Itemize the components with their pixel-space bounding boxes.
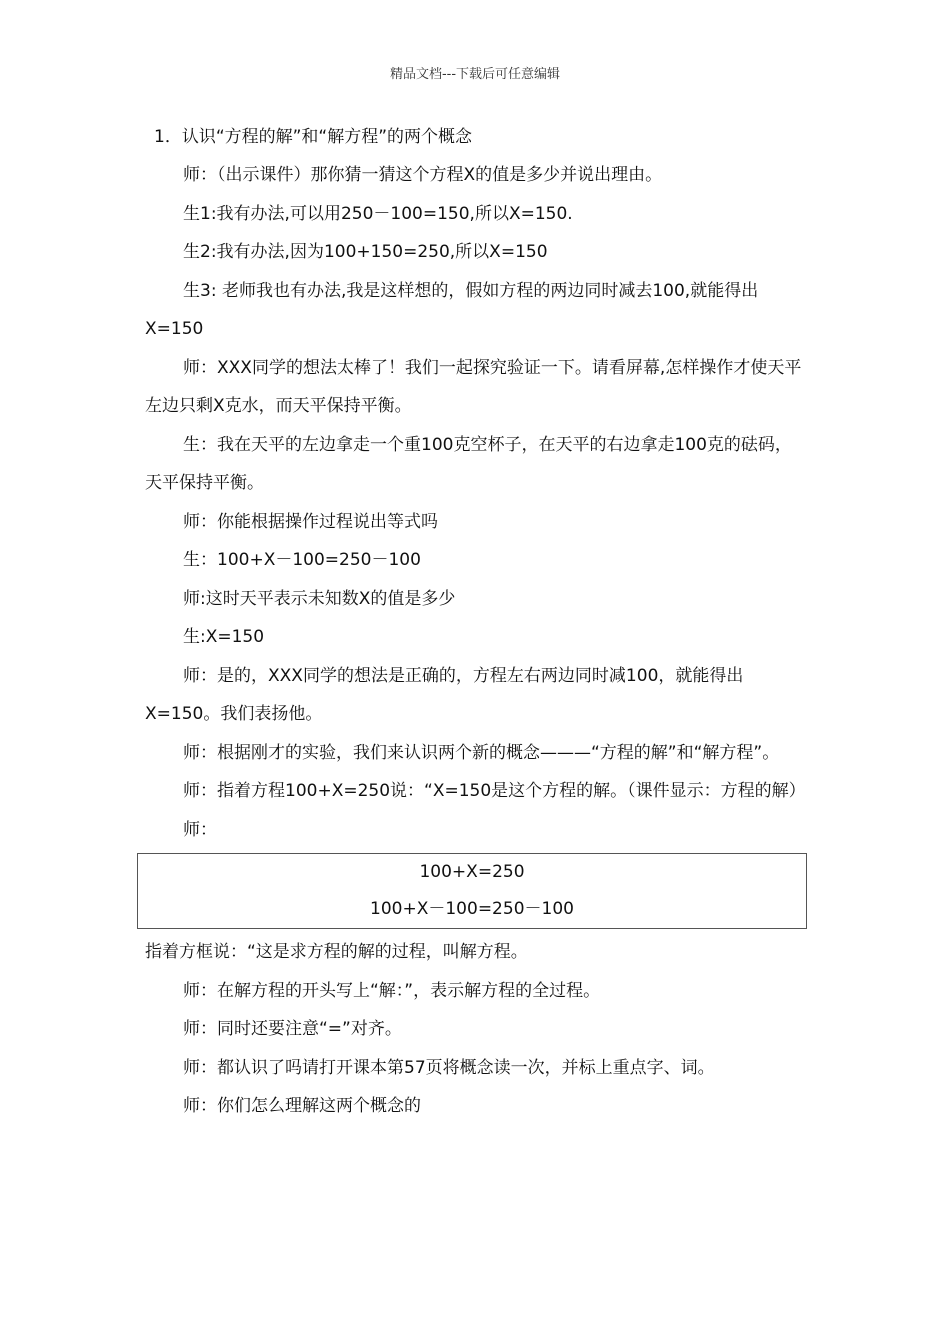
- equation-line-1: 100+X=250: [419, 862, 525, 882]
- document-body: [145, 118, 807, 1126]
- paragraph: 师：在解方程的开头写上“解：”，表示解方程的全过程。: [183, 980, 601, 1001]
- paragraph: 指着方框说：“这是求方程的解的过程，叫解方程。: [145, 942, 528, 962]
- paragraph: 生：我在天平的左边拿走一个重100克空杯子，在天平的右边拿走100克的砝码，天平保持平衡。: [145, 434, 792, 493]
- paragraph: 师：都认识了吗请打开课本第57页将概念读一次，并标上重点字、词。: [183, 1057, 715, 1078]
- paragraph: 师：XXX同学的想法太棒了！我们一起探究验证一下。请看屏幕,怎样操作才使天平左边只剩X克水，而天平保持平衡。: [145, 357, 802, 416]
- paragraph: 生：100+X－100=250－100: [183, 550, 421, 570]
- paragraph: 生1:我有办法,可以用250－100=150,所以X=150.: [183, 203, 573, 224]
- paragraph: 师：根据刚才的实验，我们来认识两个新的概念———“方程的解”和“解方程”。: [183, 742, 780, 763]
- paragraph: 生2:我有办法,因为100+150=250,所以X=150: [183, 242, 548, 262]
- paragraph: 师：: [183, 819, 217, 840]
- equation-line-2: 100+X－100=250－100: [370, 899, 574, 919]
- paragraph: 生3: 老师我也有办法,我是这样想的，假如方程的两边同时减去100,就能得出X=150: [145, 280, 759, 339]
- paragraph: 生:X=150: [183, 627, 265, 647]
- section-heading: 1．认识“方程的解”和“解方程”的两个概念: [154, 127, 473, 147]
- paragraph: 师：（出示课件）那你猜一猜这个方程X的值是多少并说出理由。: [183, 165, 663, 185]
- page-header: 精品文档---下载后可任意编辑: [389, 67, 561, 82]
- paragraph: 师:这时天平表示未知数X的值是多少: [183, 588, 456, 609]
- equation-box: [137, 853, 807, 929]
- paragraph: 师：你们怎么理解这两个概念的: [183, 1096, 421, 1116]
- paragraph: 师：是的，XXX同学的想法是正确的，方程左右两边同时减100，就能得出X=150。我们表扬他。: [145, 665, 744, 724]
- paragraph: 师：你能根据操作过程说出等式吗: [183, 511, 438, 532]
- paragraph: 师：同时还要注意“=”对齐。: [183, 1019, 402, 1039]
- paragraph: 师：指着方程100+X=250说：“X=150是这个方程的解。（课件显示：方程的解）: [183, 781, 806, 801]
